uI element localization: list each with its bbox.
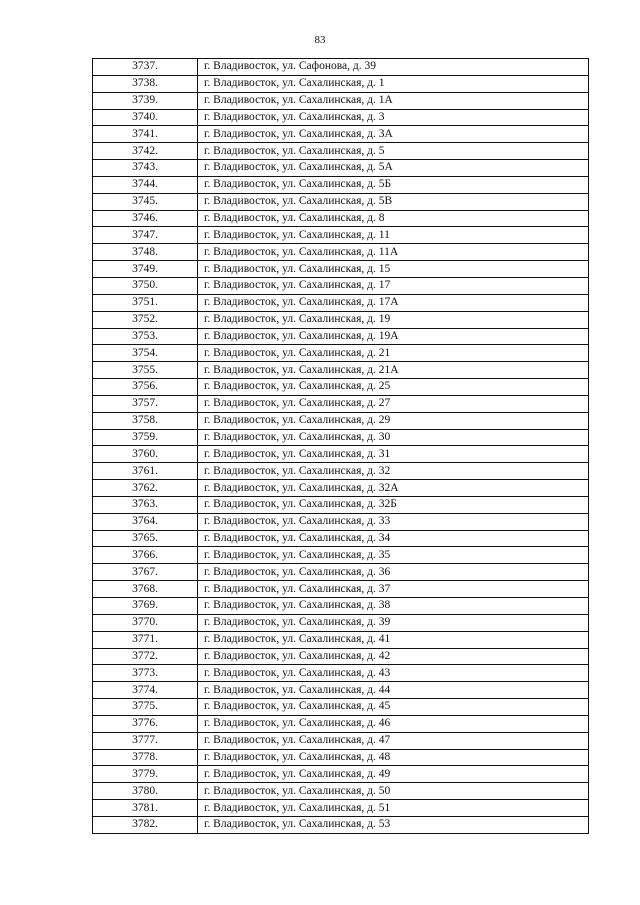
table-row	[93, 513, 589, 530]
row-address: г. Владивосток, ул. Сахалинская, д. 50	[198, 783, 589, 800]
row-address: г. Владивосток, ул. Сахалинская, д. 19	[198, 311, 589, 328]
table-row	[93, 143, 589, 160]
table-row	[93, 109, 589, 126]
row-address: г. Владивосток, ул. Сахалинская, д. 5	[198, 143, 589, 160]
table-row	[93, 294, 589, 311]
table-row	[93, 547, 589, 564]
row-number: 3752.	[93, 311, 198, 328]
row-address: г. Владивосток, ул. Сахалинская, д. 51	[198, 800, 589, 817]
table-row	[93, 715, 589, 732]
table-row	[93, 732, 589, 749]
row-number: 3749.	[93, 261, 198, 278]
row-address: г. Владивосток, ул. Сахалинская, д. 47	[198, 732, 589, 749]
table-row	[93, 244, 589, 261]
table-row	[93, 412, 589, 429]
row-number: 3743.	[93, 160, 198, 177]
row-number: 3744.	[93, 176, 198, 193]
row-address: г. Владивосток, ул. Сахалинская, д. 43	[198, 665, 589, 682]
row-number: 3757.	[93, 395, 198, 412]
row-address: г. Владивосток, ул. Сахалинская, д. 32А	[198, 480, 589, 497]
table-row	[93, 682, 589, 699]
table-row	[93, 816, 589, 833]
row-number: 3779.	[93, 766, 198, 783]
row-address: г. Владивосток, ул. Сахалинская, д. 19А	[198, 328, 589, 345]
row-address: г. Владивосток, ул. Сахалинская, д. 17	[198, 277, 589, 294]
row-address: г. Владивосток, ул. Сахалинская, д. 30	[198, 429, 589, 446]
row-number: 3739.	[93, 92, 198, 109]
row-number: 3772.	[93, 648, 198, 665]
row-number: 3745.	[93, 193, 198, 210]
table-row	[93, 530, 589, 547]
row-address: г. Владивосток, ул. Сахалинская, д. 38	[198, 598, 589, 615]
table-row	[93, 160, 589, 177]
table-row	[93, 800, 589, 817]
row-number: 3764.	[93, 513, 198, 530]
table-row	[93, 59, 589, 76]
row-number: 3767.	[93, 564, 198, 581]
table-row	[93, 783, 589, 800]
row-number: 3773.	[93, 665, 198, 682]
row-number: 3781.	[93, 800, 198, 817]
row-address: г. Владивосток, ул. Сахалинская, д. 31	[198, 446, 589, 463]
row-number: 3740.	[93, 109, 198, 126]
page-number: 83	[314, 34, 326, 46]
row-number: 3762.	[93, 480, 198, 497]
row-number: 3759.	[93, 429, 198, 446]
table-row	[93, 766, 589, 783]
row-address: г. Владивосток, ул. Сахалинская, д. 25	[198, 379, 589, 396]
row-number: 3756.	[93, 379, 198, 396]
row-number: 3777.	[93, 732, 198, 749]
row-number: 3769.	[93, 598, 198, 615]
row-address: г. Владивосток, ул. Сахалинская, д. 5В	[198, 193, 589, 210]
row-number: 3742.	[93, 143, 198, 160]
row-address: г. Владивосток, ул. Сахалинская, д. 29	[198, 412, 589, 429]
table-row	[93, 446, 589, 463]
row-address: г. Владивосток, ул. Сахалинская, д. 36	[198, 564, 589, 581]
row-number: 3780.	[93, 783, 198, 800]
row-address: г. Владивосток, ул. Сахалинская, д. 33	[198, 513, 589, 530]
row-address: г. Владивосток, ул. Сахалинская, д. 5Б	[198, 176, 589, 193]
table-row	[93, 699, 589, 716]
row-address: г. Владивосток, ул. Сахалинская, д. 21	[198, 345, 589, 362]
row-number: 3776.	[93, 715, 198, 732]
table-row	[93, 345, 589, 362]
address-table	[92, 58, 589, 834]
table-row	[93, 564, 589, 581]
table-row	[93, 210, 589, 227]
table-row	[93, 126, 589, 143]
row-number: 3770.	[93, 614, 198, 631]
row-address: г. Владивосток, ул. Сахалинская, д. 42	[198, 648, 589, 665]
table-row	[93, 395, 589, 412]
row-number: 3782.	[93, 816, 198, 833]
row-number: 3753.	[93, 328, 198, 345]
row-address: г. Владивосток, ул. Сафонова, д. 39	[198, 59, 589, 76]
row-address: г. Владивосток, ул. Сахалинская, д. 34	[198, 530, 589, 547]
row-address: г. Владивосток, ул. Сахалинская, д. 5А	[198, 160, 589, 177]
row-address: г. Владивосток, ул. Сахалинская, д. 1	[198, 75, 589, 92]
table-row	[93, 227, 589, 244]
table-row	[93, 311, 589, 328]
row-number: 3774.	[93, 682, 198, 699]
row-number: 3754.	[93, 345, 198, 362]
row-number: 3768.	[93, 581, 198, 598]
table-row	[93, 614, 589, 631]
table-row	[93, 176, 589, 193]
table-row	[93, 749, 589, 766]
table-row	[93, 261, 589, 278]
table-row	[93, 496, 589, 513]
row-number: 3746.	[93, 210, 198, 227]
table-row	[93, 631, 589, 648]
row-address: г. Владивосток, ул. Сахалинская, д. 11А	[198, 244, 589, 261]
row-number: 3771.	[93, 631, 198, 648]
table-row	[93, 480, 589, 497]
row-number: 3751.	[93, 294, 198, 311]
row-address: г. Владивосток, ул. Сахалинская, д. 45	[198, 699, 589, 716]
row-number: 3741.	[93, 126, 198, 143]
row-number: 3775.	[93, 699, 198, 716]
table-row	[93, 92, 589, 109]
row-address: г. Владивосток, ул. Сахалинская, д. 35	[198, 547, 589, 564]
row-address: г. Владивосток, ул. Сахалинская, д. 27	[198, 395, 589, 412]
row-address: г. Владивосток, ул. Сахалинская, д. 48	[198, 749, 589, 766]
row-address: г. Владивосток, ул. Сахалинская, д. 11	[198, 227, 589, 244]
row-number: 3758.	[93, 412, 198, 429]
row-address: г. Владивосток, ул. Сахалинская, д. 3	[198, 109, 589, 126]
table-row	[93, 362, 589, 379]
row-address: г. Владивосток, ул. Сахалинская, д. 8	[198, 210, 589, 227]
row-number: 3766.	[93, 547, 198, 564]
row-address: г. Владивосток, ул. Сахалинская, д. 44	[198, 682, 589, 699]
row-number: 3738.	[93, 75, 198, 92]
row-number: 3763.	[93, 496, 198, 513]
table-row	[93, 193, 589, 210]
row-address: г. Владивосток, ул. Сахалинская, д. 32Б	[198, 496, 589, 513]
table-row	[93, 328, 589, 345]
table-row	[93, 648, 589, 665]
table-row	[93, 598, 589, 615]
table-row	[93, 75, 589, 92]
row-address: г. Владивосток, ул. Сахалинская, д. 15	[198, 261, 589, 278]
row-address: г. Владивосток, ул. Сахалинская, д. 49	[198, 766, 589, 783]
row-address: г. Владивосток, ул. Сахалинская, д. 32	[198, 463, 589, 480]
row-address: г. Владивосток, ул. Сахалинская, д. 1А	[198, 92, 589, 109]
row-number: 3747.	[93, 227, 198, 244]
row-address: г. Владивосток, ул. Сахалинская, д. 39	[198, 614, 589, 631]
row-number: 3750.	[93, 277, 198, 294]
row-address: г. Владивосток, ул. Сахалинская, д. 3А	[198, 126, 589, 143]
table-row	[93, 277, 589, 294]
table-row	[93, 463, 589, 480]
row-address: г. Владивосток, ул. Сахалинская, д. 37	[198, 581, 589, 598]
row-number: 3765.	[93, 530, 198, 547]
row-address: г. Владивосток, ул. Сахалинская, д. 17А	[198, 294, 589, 311]
row-address: г. Владивосток, ул. Сахалинская, д. 46	[198, 715, 589, 732]
table-row	[93, 379, 589, 396]
row-number: 3761.	[93, 463, 198, 480]
table-row	[93, 665, 589, 682]
row-number: 3755.	[93, 362, 198, 379]
row-address: г. Владивосток, ул. Сахалинская, д. 21А	[198, 362, 589, 379]
row-number: 3778.	[93, 749, 198, 766]
row-address: г. Владивосток, ул. Сахалинская, д. 41	[198, 631, 589, 648]
row-address: г. Владивосток, ул. Сахалинская, д. 53	[198, 816, 589, 833]
table-row	[93, 581, 589, 598]
address-table-body	[93, 59, 589, 834]
row-number: 3748.	[93, 244, 198, 261]
table-row	[93, 429, 589, 446]
row-number: 3737.	[93, 59, 198, 76]
row-number: 3760.	[93, 446, 198, 463]
